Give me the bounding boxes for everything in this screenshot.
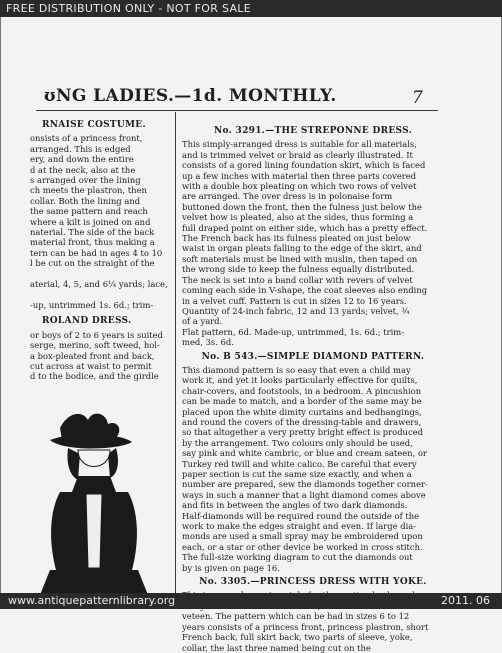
- text-line: up a few inches with material then three parts covered: [182, 170, 417, 181]
- text-line: so that altogether a very pretty bright effect is produced: [182, 427, 423, 438]
- text-line: monds are used a small spray may be embroidered upon: [182, 531, 423, 542]
- text-line: cut across at waist to permit: [30, 360, 152, 371]
- text-line: and round the covers of the dressing-table and drawers,: [182, 416, 422, 427]
- text-line: collar. Both the lining and: [30, 195, 141, 206]
- text-line: work to make the edges straight and even. If large dia-: [182, 521, 417, 532]
- text-line: paper section is cut the same size exactly, and when a: [182, 469, 412, 479]
- text-line: full draped point on either side, which has a pretty effect.: [182, 222, 428, 233]
- costume-illustration: [20, 410, 170, 600]
- page-number: 7: [412, 88, 423, 108]
- site-url: www.antiquepatternlibrary.org: [8, 594, 176, 607]
- footer-bar: [0, 593, 502, 609]
- text-line: Half-diamonds will be required round the outside of the: [182, 510, 420, 521]
- text-line: material front, thus making a: [30, 237, 155, 248]
- text-line: soft materials must be lined with muslin, then taped on: [182, 253, 418, 264]
- section-title: No. 3291.—THE STREPONNE DRESS.: [213, 126, 413, 136]
- text-line: l be cut on the straight of the: [30, 258, 155, 269]
- text-line: a box-pleated front and back,: [30, 350, 155, 361]
- section-body: [30, 133, 173, 310]
- collar: [72, 476, 116, 492]
- text-line: each, or a star or other device be worked in cross stitch.: [182, 541, 423, 552]
- text-line: or boys of 2 to 6 years is suited: [30, 329, 163, 340]
- text-line: say pink and white cambric, or blue and cream sateen, or: [182, 448, 427, 459]
- text-line: ch meets the plastron, then: [30, 185, 147, 196]
- text-line: -up, untrimmed 1s. 6d.; trim-: [30, 299, 154, 310]
- text-line: [30, 290, 173, 300]
- text-line: Quantity of 24-inch fabric, 12 and 13 yards; velvet, ¾: [182, 305, 410, 316]
- text-line: The French back has its fulness pleated on just below: [182, 233, 411, 244]
- text-line: collar, the last three named being cut on the: [182, 642, 371, 653]
- text-line: Turkey red twill and white calico. Be careful that every: [182, 458, 417, 469]
- text-line: naterial. The side of the back: [30, 227, 155, 238]
- text-line: ery, and down the entire: [30, 154, 134, 165]
- text-line: and fits in between the angles of two dark diamonds.: [182, 500, 408, 511]
- text-line: [30, 269, 173, 279]
- text-line: onsists of a princess front,: [30, 133, 143, 144]
- text-line: by is given on page 16.: [182, 562, 280, 573]
- column-divider: [175, 112, 176, 600]
- text-line: coming each side in V-shape, the coat sleeves also ending: [182, 285, 428, 296]
- text-line: Flat pattern, 6d. Made-up, untrimmed, 1s. 6d.; trim-: [182, 326, 405, 337]
- text-line: med, 3s. 6d.: [182, 337, 234, 348]
- face: [78, 450, 110, 467]
- text-line: aterial, 4, 5, and 6¼ yards; lace,: [30, 279, 168, 290]
- text-line: years consists of a princess front, princess plastron, short: [182, 621, 429, 632]
- text-line: velvet bow is pleated, also at the sides, thus forming a: [182, 212, 414, 223]
- text-line: are arranged. The over dress is in polonaise form: [182, 191, 393, 202]
- text-line: waist in organ pleats falling to the edge of the skirt, and: [182, 243, 422, 254]
- text-line: veteen. The pattern which can be had in sizes 6 to 12: [182, 611, 410, 622]
- text-line: The neck is set into a band collar with revers of velvet: [182, 274, 413, 285]
- text-line: consists of a gored lining foundation skirt, which is faced: [182, 160, 426, 171]
- section-body: [30, 330, 173, 382]
- text-line: and is trimmed velvet or braid as clearly illustrated. It: [182, 149, 413, 160]
- section-body: [182, 139, 444, 347]
- text-line: where a kilt is joined on and: [30, 216, 151, 227]
- text-line: placed upon the white dimity curtains and bedhangings,: [182, 406, 422, 417]
- text-line: d to the bodice, and the girdle: [30, 371, 159, 382]
- text-line: d at the neck, also at the: [30, 164, 136, 175]
- left-column: [30, 120, 173, 382]
- text-line: This diamond pattern is so easy that even a child may: [182, 364, 411, 375]
- text-line: chair-covers, and footstools, in a bedroom. A pincushion: [182, 385, 422, 396]
- section-body: [182, 365, 444, 573]
- section-title: ROLAND DRESS.: [42, 316, 132, 327]
- text-line: the wrong side to keep the fulness equally distributed.: [182, 264, 415, 275]
- text-line: in a velvet cuff. Pattern is cut in sizes 12 to 16 years.: [182, 295, 407, 306]
- running-title: ʊNG LADIES.—1d. MONTHLY.: [44, 86, 337, 106]
- right-column: [182, 122, 444, 653]
- section-title: No. 3305.—PRINCESS DRESS WITH YOKE.: [199, 577, 427, 588]
- text-line: The full-size working diagram to cut the diamonds out: [182, 552, 413, 563]
- section-title: No. B 543.—SIMPLE DIAMOND PATTERN.: [201, 351, 425, 362]
- header-rule: [36, 110, 438, 111]
- text-line: the same pattern and reach: [30, 206, 148, 217]
- text-line: by the arrangement. Two colours only should be used,: [182, 437, 413, 448]
- text-line: French back, full skirt back, two parts of sleeve, yoke,: [182, 632, 413, 643]
- footer-date: 2011. 06: [441, 594, 490, 607]
- text-line: arranged. This is edged: [30, 143, 131, 154]
- section-title: RNAISE COSTUME.: [42, 120, 146, 130]
- text-line: s arranged over the lining: [30, 175, 141, 186]
- text-line: serge, merino, soft tweed, hol-: [30, 340, 160, 351]
- distribution-banner: FREE DISTRIBUTION ONLY - NOT FOR SALE: [0, 0, 502, 17]
- text-line: of a yard.: [182, 316, 223, 327]
- text-line: work it, and yet it looks particularly effective for quilts,: [182, 375, 418, 386]
- text-line: buttoned down the front, then the fulness just below the: [182, 201, 422, 212]
- text-line: number are prepared, sew the diamonds together corner-: [182, 479, 428, 490]
- text-line: can be made to match, and a border of the same may be: [182, 396, 422, 407]
- text-line: This simply-arranged dress is suitable for all materials,: [182, 139, 417, 150]
- text-line: tern can be had in ages 4 to 10: [30, 247, 163, 258]
- text-line: ways in such a manner that a light diamond comes above: [182, 489, 426, 500]
- text-line: with a double box pleating on which two rows of velvet: [182, 181, 417, 192]
